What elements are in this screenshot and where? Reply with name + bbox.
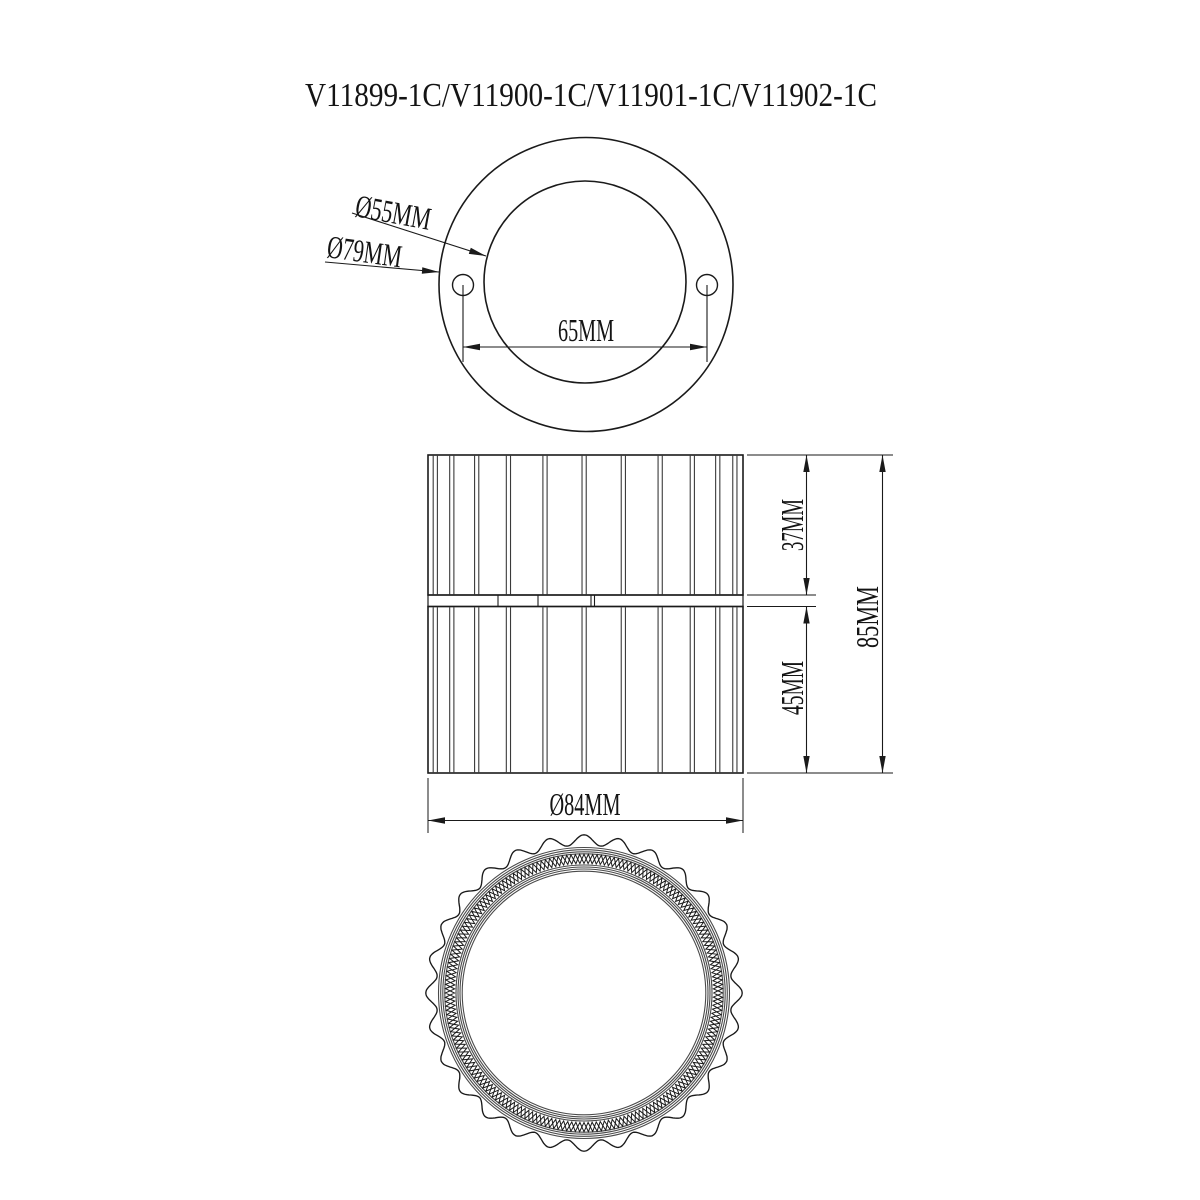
- lower-shade-body: [428, 607, 743, 774]
- bottom-view-shade: [426, 835, 742, 1151]
- arrowhead: [803, 578, 809, 595]
- lattice-zigzag: [445, 854, 722, 1131]
- dim-label-hole-span: 65MM: [558, 312, 614, 348]
- inner-ring-circle: [460, 869, 708, 1117]
- arrowhead: [690, 344, 707, 350]
- outer-ring-circle: [439, 848, 730, 1139]
- inner-ring-circle: [458, 867, 710, 1119]
- inner-ring-circle: [462, 871, 706, 1115]
- side-view-cylinder: [428, 455, 893, 833]
- upper-shade-body: [428, 455, 743, 595]
- plate-inner-circle: [484, 181, 686, 383]
- dim-label-outer-diameter: Ø79MM: [325, 228, 441, 280]
- dim-label-body-diameter: Ø84MM: [549, 786, 621, 822]
- arrowhead: [803, 455, 809, 472]
- lattice-zigzag: [445, 854, 723, 1132]
- arrowhead: [879, 455, 885, 472]
- arrowhead: [422, 267, 439, 273]
- inner-ring-circle: [456, 865, 712, 1121]
- arrowhead: [463, 344, 480, 350]
- arrowhead: [803, 607, 809, 624]
- arrowhead: [469, 248, 486, 256]
- arrowhead: [879, 756, 885, 773]
- arrowhead: [803, 756, 809, 773]
- dim-label-total-height: 85MM: [849, 559, 885, 648]
- middle-seam-band: [428, 595, 743, 607]
- dim-label-lower-height: 45MM: [774, 626, 810, 715]
- outer-ring-circle: [441, 850, 728, 1137]
- arrowhead: [428, 817, 445, 823]
- arrowhead: [726, 817, 743, 823]
- dim-label-inner-diameter: Ø55MM: [352, 187, 470, 244]
- scalloped-rim: [426, 835, 742, 1151]
- drawing-title: V11899-1C/V11900-1C/V11901-1C/V11902-1C: [305, 77, 877, 114]
- top-view-mounting-plate: [325, 138, 733, 432]
- dim-label-upper-height: 37MM: [774, 462, 810, 551]
